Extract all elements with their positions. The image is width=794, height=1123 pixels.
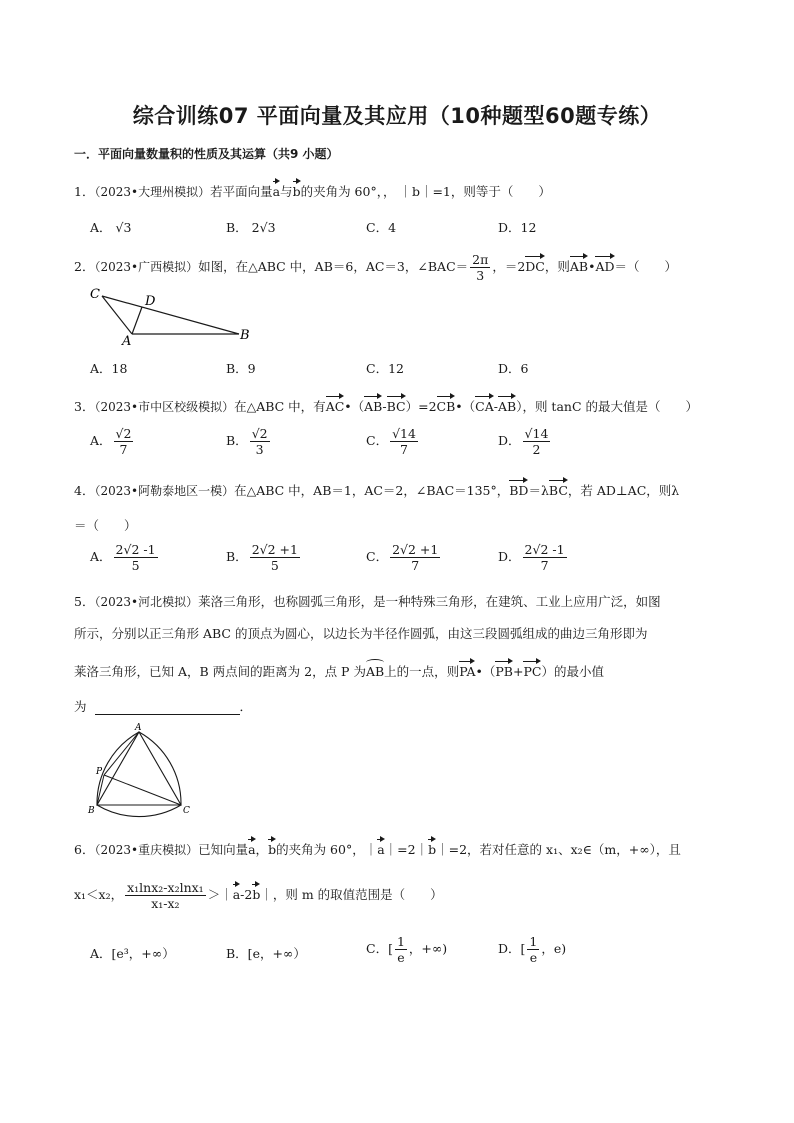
- interval-end: ，+∞): [408, 941, 448, 956]
- fraction-numerator: 2√2 -1: [524, 542, 565, 557]
- point-label-c: C: [90, 287, 100, 302]
- fraction-numerator: 2√2 +1: [251, 542, 298, 557]
- option-c[interactable]: C．4: [366, 220, 397, 235]
- question-number: 4．: [74, 483, 95, 498]
- vector-cb: CB: [436, 399, 456, 414]
- segment-pa: [104, 732, 139, 775]
- interval-end: ，e): [541, 941, 567, 956]
- question-number: 5．: [74, 594, 95, 609]
- option-label: B．: [226, 220, 248, 235]
- fraction: [395, 934, 407, 965]
- vector-ca: CA: [475, 399, 494, 414]
- vector-b: b: [292, 184, 301, 199]
- fraction-numerator: 2√2 +1: [392, 542, 439, 557]
- vector-pc: PC: [523, 664, 542, 679]
- question-text: 的夹角为 60°，，: [300, 184, 396, 199]
- fraction: [114, 542, 158, 573]
- option-d[interactable]: [498, 542, 569, 573]
- vector-ab: AB: [497, 399, 517, 414]
- bracket: [: [520, 941, 526, 956]
- question-text: +: [512, 664, 524, 679]
- segment-cb: [102, 296, 239, 334]
- point-label-b: B: [240, 328, 250, 343]
- option-c[interactable]: [366, 542, 442, 573]
- question-text: ＞｜: [207, 887, 233, 902]
- vector-bc: BC: [386, 399, 406, 414]
- question-source: （2023•市中区校级模拟）: [94, 400, 235, 414]
- fraction: [390, 426, 418, 457]
- question-text: ｜=2，若对任意的 x₁、x₂∈（m，+∞），且: [436, 842, 681, 857]
- vector-ab: AB: [569, 259, 589, 274]
- section-heading: 一．平面向量数量积的性质及其运算（共9 小题）: [74, 147, 339, 161]
- question-6-line-2: [74, 880, 443, 911]
- point-label-c: C: [183, 806, 190, 816]
- question-2: [74, 252, 677, 283]
- fraction-numerator: 1: [396, 934, 405, 949]
- question-text: ）的最小值: [541, 664, 604, 679]
- question-text: ｜b｜=1，则等于（ ）: [399, 184, 551, 199]
- question-text: ＝（ ）: [614, 259, 678, 274]
- option-label: D．: [498, 941, 521, 956]
- question-text: ｜，则 m 的取值范围是（ ）: [260, 887, 443, 902]
- fraction: [250, 426, 270, 457]
- option-a[interactable]: [90, 426, 135, 457]
- question-source: （2023•阿勒泰地区一模）: [94, 484, 235, 498]
- vector-pa: PA: [459, 664, 476, 679]
- question-4-continued: ＝（ ）: [74, 518, 137, 533]
- vector-a: a: [248, 842, 256, 857]
- option-label: C．: [366, 941, 389, 956]
- fraction-denominator: 2: [532, 442, 541, 457]
- question-5-line-4: [74, 697, 252, 715]
- option-value: √3: [115, 220, 132, 235]
- fraction-denominator: e: [397, 950, 405, 965]
- option-label: B．: [226, 549, 248, 564]
- question-text: -2: [240, 887, 253, 902]
- question-5-line-3: [74, 662, 604, 680]
- question-6: [74, 840, 681, 858]
- question-number: 2．: [74, 259, 95, 274]
- radicand: 14: [532, 426, 549, 441]
- option-b[interactable]: [226, 426, 272, 457]
- option-label: D．: [498, 433, 521, 448]
- question-text: 与: [280, 184, 293, 199]
- fraction-denominator: 7: [400, 442, 408, 457]
- question-text: ＝λ: [528, 483, 549, 498]
- option-b[interactable]: [226, 542, 302, 573]
- point-label-b: B: [88, 806, 95, 816]
- option-label: A．: [90, 433, 112, 448]
- question-source: （2023•广西模拟）: [94, 260, 199, 274]
- option-a[interactable]: [90, 218, 131, 236]
- question-text: ），则 tanC 的最大值是（ ）: [516, 399, 698, 414]
- option-label: C．: [366, 549, 389, 564]
- option-c[interactable]: [366, 934, 447, 965]
- point-label-d: D: [145, 294, 156, 309]
- option-c[interactable]: [366, 426, 420, 457]
- question-source: （2023•重庆模拟）: [94, 843, 199, 857]
- question-text: ｜=2｜: [384, 842, 429, 857]
- vector-b: b: [268, 842, 277, 857]
- radicand: 14: [400, 426, 416, 441]
- option-a[interactable]: A．[e³，+∞）: [90, 946, 175, 961]
- fraction-numerator: √14: [524, 426, 549, 441]
- fraction: [470, 252, 490, 283]
- question-number: 6．: [74, 842, 95, 857]
- fraction-denominator: 7: [411, 558, 420, 573]
- fraction-numerator: 1: [529, 934, 538, 949]
- question-4: [74, 481, 679, 499]
- option-a[interactable]: A．18: [90, 361, 128, 376]
- question-text: x₁＜x₂，: [74, 887, 124, 902]
- question-text: 莱洛三角形，也称圆弧三角形，是一种特殊三角形，在建筑、工业上应用广泛，如图: [198, 594, 661, 609]
- question-text: 在△ABC 中，AB＝1，AC＝2，∠BAC＝135°，: [234, 483, 510, 498]
- question-text: ，: [255, 842, 269, 857]
- question-1: [74, 182, 551, 200]
- vector-a: a: [232, 887, 241, 902]
- fraction: [523, 426, 551, 457]
- page-title: 综合训练07 平面向量及其应用（10种题型60题专练）: [132, 104, 662, 128]
- option-value: 2√3: [251, 220, 276, 235]
- reuleaux-triangle-figure: [84, 722, 196, 822]
- question-text: 如图，在△ABC 中，AB＝6，AC＝3，∠BAC＝: [198, 259, 469, 274]
- question-text: -: [382, 399, 387, 414]
- fraction-denominator: x₁-x₂: [151, 896, 180, 911]
- dot-operator: •: [588, 259, 596, 274]
- question-text: ，若 AD⊥AC，则λ: [567, 483, 680, 498]
- vector-dc: DC: [525, 259, 545, 274]
- vector-b: b: [428, 842, 437, 857]
- fraction-denominator: 3: [255, 442, 264, 457]
- fraction-numerator: √14: [392, 426, 416, 441]
- question-text: •（: [455, 399, 476, 414]
- question-text: ．: [239, 699, 253, 714]
- question-text: ，则: [544, 259, 570, 274]
- question-3: [74, 397, 698, 415]
- question-text: 已知向量: [198, 842, 249, 857]
- vector-a: a: [377, 842, 385, 857]
- fraction-denominator: 5: [131, 558, 140, 573]
- point-label-p: P: [96, 767, 103, 777]
- question-text: 莱洛三角形，已知 A，B 两点间的距离为 2，点 P 为: [74, 664, 366, 679]
- segment-pc: [104, 775, 181, 805]
- question-text: ，＝2: [492, 259, 526, 274]
- fraction: [114, 426, 134, 457]
- question-text: •（: [475, 664, 496, 679]
- vector-ad: AD: [595, 259, 615, 274]
- fraction: [523, 542, 567, 573]
- option-a[interactable]: [90, 542, 160, 573]
- question-text: 在△ABC 中，有: [234, 399, 326, 414]
- fraction: [125, 880, 206, 911]
- question-5: [74, 592, 661, 610]
- point-label-a: A: [135, 723, 142, 733]
- vector-a: a: [272, 184, 281, 199]
- fraction-numerator: x₁lnx₂-x₂lnx₁: [127, 880, 204, 895]
- question-source: （2023•大理州模拟）: [94, 185, 211, 199]
- reuleaux-outline: [97, 732, 181, 817]
- option-label: C．: [366, 433, 389, 448]
- option-label: A．: [90, 549, 112, 564]
- vector-b: b: [252, 887, 261, 902]
- fraction-denominator: 7: [119, 442, 128, 457]
- option-b[interactable]: B．[e，+∞）: [226, 946, 306, 961]
- answer-blank[interactable]: [95, 702, 240, 715]
- question-5-line-2: 所示，分别以正三角形 ABC 的顶点为圆心，以边长为半径作圆弧，由这三段圆弧组成的曲边三角形即为: [74, 626, 648, 641]
- option-d[interactable]: [498, 426, 552, 457]
- option-label: B．: [226, 433, 248, 448]
- fraction-numerator: √2: [115, 426, 132, 441]
- vector-ac: AC: [325, 399, 345, 414]
- fraction: [527, 934, 539, 965]
- option-c[interactable]: C．12: [366, 361, 404, 376]
- radicand: 2: [259, 426, 268, 441]
- question-source: （2023•河北模拟）: [94, 595, 199, 609]
- option-d[interactable]: D．6: [498, 361, 529, 376]
- option-b[interactable]: [226, 218, 276, 236]
- question-text: 上的一点，则: [384, 664, 460, 679]
- arc-ab: AB: [365, 664, 385, 679]
- vector-bd: BD: [509, 483, 529, 498]
- fraction-numerator: √2: [251, 426, 268, 441]
- fraction-denominator: 3: [476, 268, 485, 283]
- segment-ad: [132, 307, 142, 334]
- bracket: [: [388, 941, 393, 956]
- vector-bc: BC: [548, 483, 568, 498]
- question-text: •（: [344, 399, 365, 414]
- fraction-denominator: 5: [270, 558, 279, 573]
- vector-ab: AB: [364, 399, 383, 414]
- segment-ca: [102, 296, 132, 334]
- question-number: 1．: [74, 184, 95, 199]
- point-label-a: A: [122, 334, 132, 346]
- question-number: 3．: [74, 399, 95, 414]
- option-d[interactable]: [498, 934, 566, 965]
- option-label: D．: [498, 549, 521, 564]
- fraction-denominator: 7: [540, 558, 549, 573]
- fraction-denominator: e: [529, 950, 538, 965]
- vector-pb: PB: [495, 664, 513, 679]
- option-b[interactable]: B．9: [226, 361, 256, 376]
- fraction: [250, 542, 300, 573]
- question-text: -: [493, 399, 498, 414]
- fraction: [390, 542, 440, 573]
- radicand: 2: [123, 426, 132, 441]
- option-label: A．: [90, 220, 112, 235]
- fraction-numerator: 2√2 -1: [115, 542, 156, 557]
- question-text: 的夹角为 60°，｜: [276, 842, 378, 857]
- question-text: ）=2: [405, 399, 437, 414]
- triangle-figure: [84, 284, 264, 346]
- option-d[interactable]: D．12: [498, 220, 537, 235]
- question-text: 若平面向量: [210, 184, 273, 199]
- fraction-numerator: 2π: [472, 252, 489, 267]
- question-text: 为: [74, 699, 87, 714]
